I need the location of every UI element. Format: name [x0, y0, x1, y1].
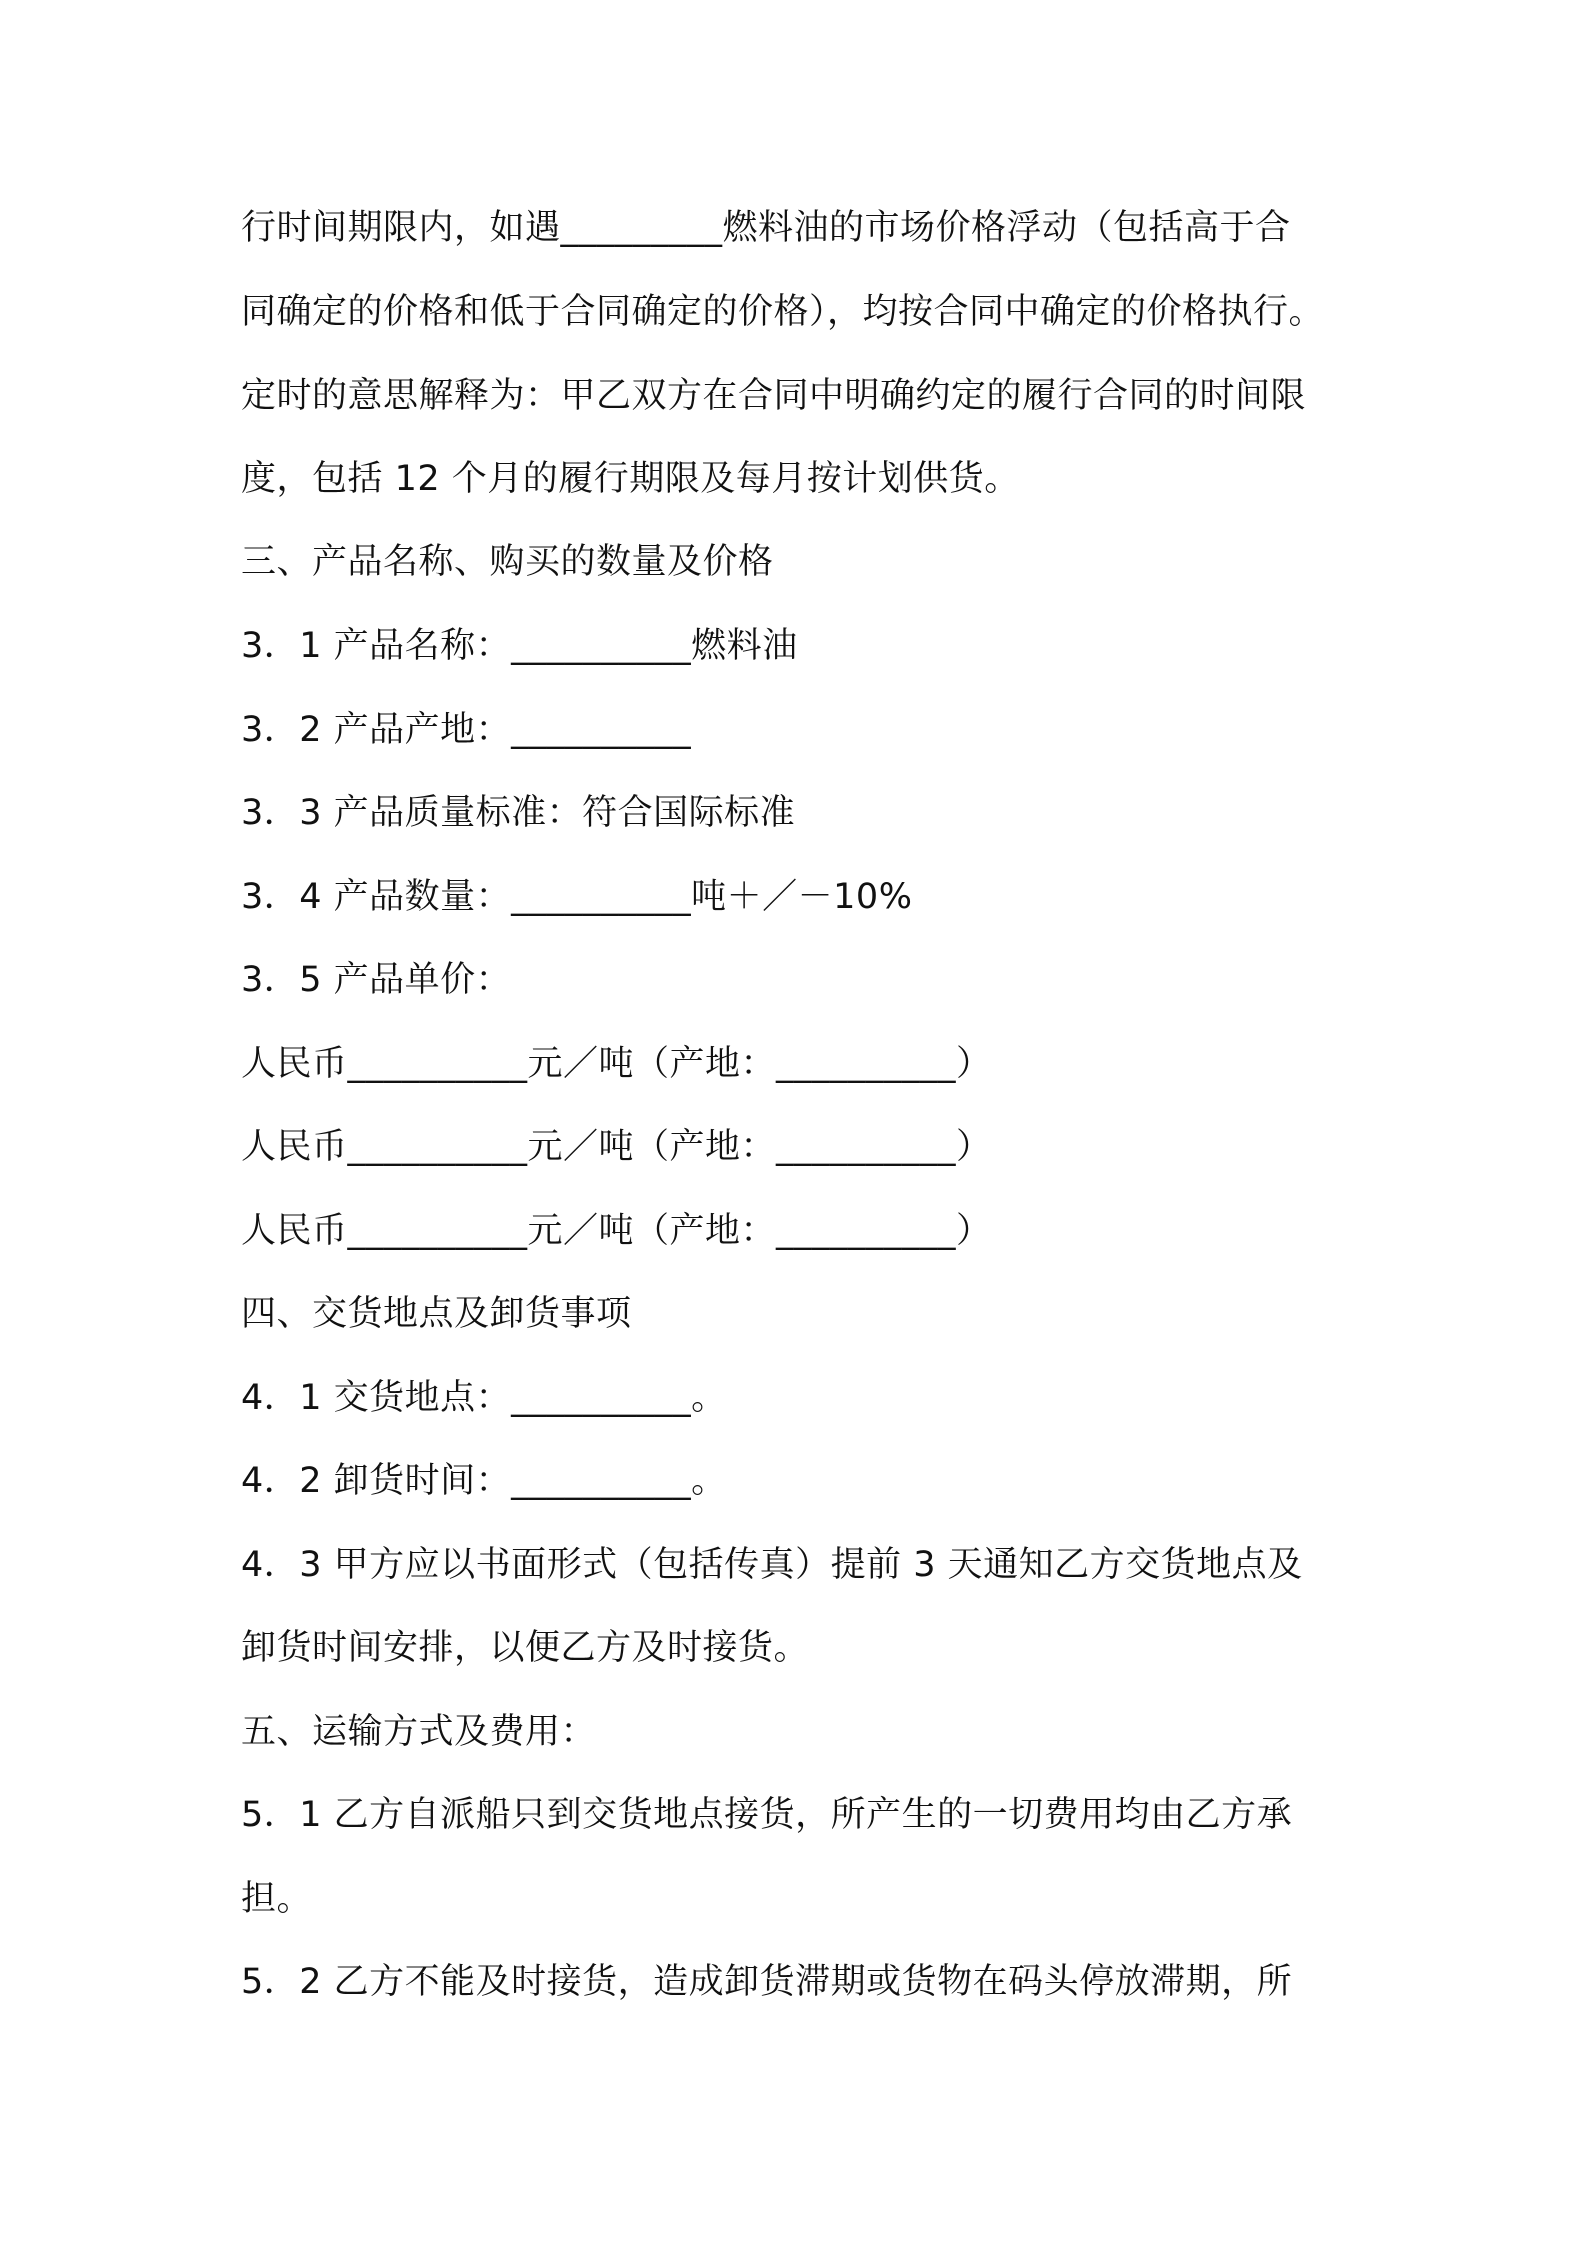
clause-line: 卸货时间安排，以便乙方及时接货。: [241, 1628, 810, 1668]
section-heading: 五、运输方式及费用：: [241, 1712, 597, 1752]
section-heading: 三、产品名称、购买的数量及价格: [241, 542, 774, 582]
clause-line: 3．3 产品质量标准：符合国际标准: [241, 793, 796, 833]
paragraph-line: 同确定的价格和低于合同确定的价格），均按合同中确定的价格执行。: [241, 292, 1325, 332]
section-heading: 四、交货地点及卸货事项: [241, 1294, 632, 1334]
clause-line: 3．4 产品数量：__________吨＋／－10%: [241, 877, 913, 917]
paragraph-line: 行时间期限内，如遇_________燃料油的市场价格浮动（包括高于合: [241, 208, 1291, 248]
paragraph-line: 定时的意思解释为：甲乙双方在合同中明确约定的履行合同的时间限: [241, 376, 1307, 416]
price-line: 人民币__________元／吨（产地：__________）: [241, 1211, 992, 1251]
price-line: 人民币__________元／吨（产地：__________）: [241, 1044, 992, 1084]
clause-line: 3．5 产品单价：: [241, 960, 512, 1000]
clause-line: 担。: [241, 1879, 313, 1919]
clause-line: 5．2 乙方不能及时接货，造成卸货滞期或货物在码头停放滞期，所: [241, 1962, 1293, 2002]
price-line: 人民币__________元／吨（产地：__________）: [241, 1127, 992, 1167]
clause-line: 4．3 甲方应以书面形式（包括传真）提前 3 天通知乙方交货地点及: [241, 1545, 1303, 1585]
clause-line: 5．1 乙方自派船只到交货地点接货，所产生的一切费用均由乙方承: [241, 1795, 1293, 1835]
clause-line: 3．2 产品产地：__________: [241, 710, 692, 750]
clause-line: 3．1 产品名称：__________燃料油: [241, 626, 798, 666]
paragraph-line: 度，包括 12 个月的履行期限及每月按计划供货。: [241, 459, 1020, 499]
clause-line: 4．1 交货地点：__________。: [241, 1378, 727, 1418]
clause-line: 4．2 卸货时间：__________。: [241, 1461, 727, 1501]
